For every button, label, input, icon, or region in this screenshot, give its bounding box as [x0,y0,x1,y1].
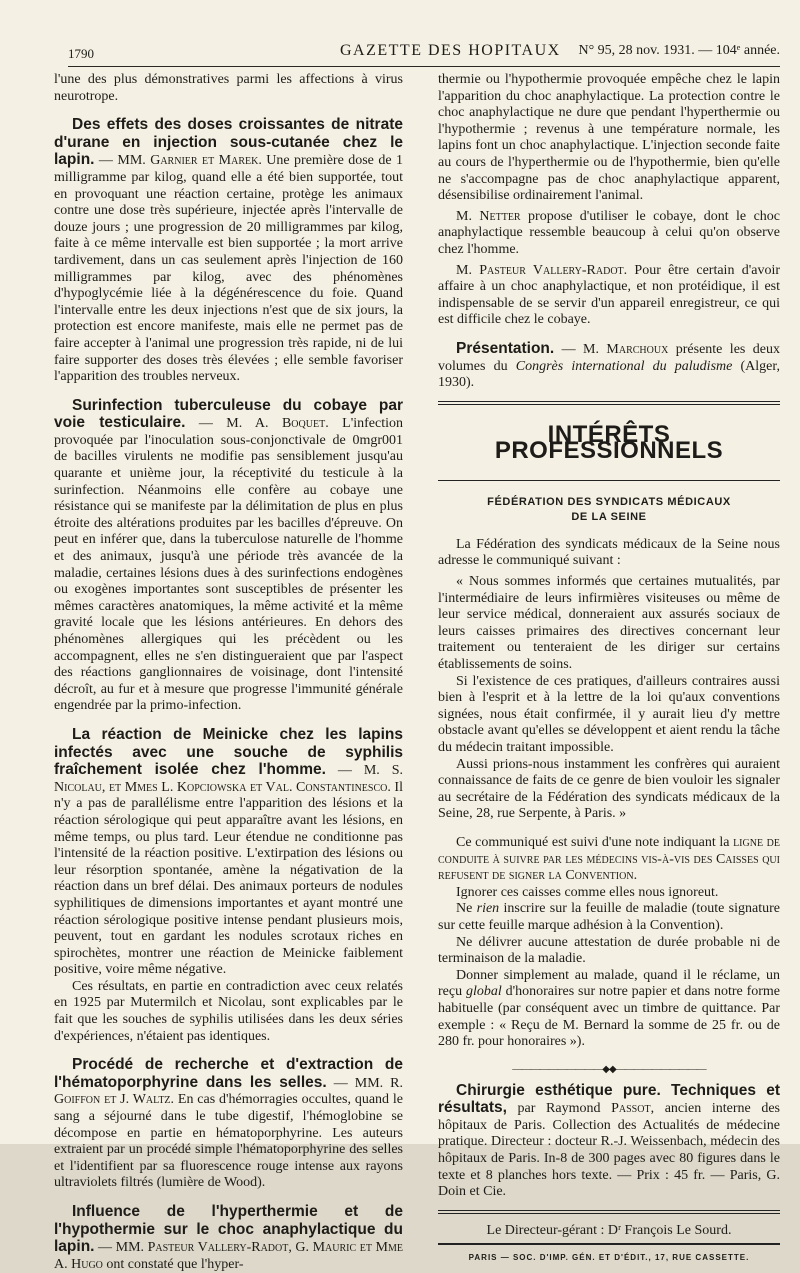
printer-line: PARIS — SOC. D'IMP. GÉN. ET D'ÉDIT., 17, RUE CASSETTE. [468,1253,750,1263]
communique-quote: Aussi prions-nous instamment les confrères qui auraient connaissance de faits de ce genre de bien vouloir les signaler au secrétaire de la Fédération des syndicats médicaux de la Seine, 28, rue Serpente, à Paris. » [438,756,780,822]
federation-title: FÉDÉRATION DES SYNDICATS MÉDICAUX DE LA SEINE [487,495,731,523]
section-divider [438,401,780,405]
section-title: INTÉRÊTS PROFESSIONNELS [494,420,724,465]
presentation-title: Présentation. [456,339,555,357]
article-body: ont constaté que l'hyper- [102,1256,244,1272]
page-number: 1790 [68,46,94,61]
article-hyperthermia: Influence de l'hyperthermie et de l'hypothermie sur le choc anaphylactique du lapin. — MM. Pasteur Vallery-Radot, G. Mauric et Mme A. Hugo ont constaté que l'hyper- [54,1203,403,1272]
article-body: . En cas d'hémorragies occultes, quand le sang a séjourné dans le tube digestif, l'hémoglobine se décompose en partie en hématoporphyrine. Les auteurs extraient par un procédé simple l'hématoporphyrine des selles et l'identifient par sa fluorescence rouge intense aux rayons ultraviolets filtrés (lumière de Wood). [54,1092,403,1191]
article-title: Influence de l'hyperthermie et de l'hypothermie sur le choc anaphylactique du lapin. [54,1203,403,1256]
article-title: Surinfection tuberculeuse du cobaye par voie testiculaire. [54,396,403,432]
footer-divider [438,1243,780,1245]
communique-quote: Si l'existence de ces pratiques, d'ailleurs contraires aussi bien à l'esprit et à la lettre de la loi qu'aux conventions signées, nous était confirmée, il y aurait lieu d'y mettre obstacle avant qu'elles se développent et aient rendu la tâche du médecin traitant impossible. [438,673,780,755]
footer-divider [438,1210,780,1214]
conduct-heading: ligne de conduite à suivre par les médecins vis-à-vis des Caisses qui refusent de signer la Convention [438,834,780,884]
page-header [68,38,780,67]
director-line: Le Directeur-gérant : Dʳ François Le Sourd. [486,1222,732,1238]
article-uranium-nitrate: Des effets des doses croissantes de nitrate d'urane en injection sous-cutanée chez le lapin. — MM. Garnier et Marek. Une première dose de 1 milligramme par kilog, quand elle a été bien supportée, tout en provoquant une réaction certaine, protège les animaux contre une dose très supérieure, injectée après l'intervalle de douze jours ; une progression de 20 milligrammes par kilog, faite à ce même intervalle est bien supportée ; la mort arrive tardivement, dans un cas seulement après l'injection de 160 milligrammes par kilog, avec des phénomènes d'hypoglycémie liée à la dégénérescence du foie. Quand l'intervalle entre les deux injections n'est que de six jours, la protection est encore manifeste, mais elle ne permet pas de faire accepter à l'animal une progression très rapide, ni de lui faire supporter des doses très élevées ; elle semble favoriser l'apparition des troubles nerveux. [54,116,403,385]
article-body: . Une première dose de 1 milligramme par kilog, quand elle a été bien supportée, tout en provoquant une réaction certaine, protège les animaux contre une dose très supérieure, injectée après l'intervalle de douze jours ; une progression de 20 milligrammes par kilog, faite à ce même intervalle est bien supportée ; la mort arrive tardivement, dans un cas seulement après l'injection de 160 milligrammes par kilog, avec des phénomènes d'hypoglycémie liée à la dégénérescence du foie. Quand l'intervalle entre les deux injections n'est que de six jours, la protection est encore manifeste, mais elle ne permet pas de faire accepter à l'animal une progression très rapide, ni de lui faire supporter des doses très élevées ; elle semble favoriser l'apparition des troubles nerveux. [54,153,403,385]
journal-title: GAZETTE DES HOPITAUX [340,42,561,59]
conduct-note: Ce communiqué est suivi d'une note indiquant la ligne de conduite à suivre par les médecins vis-à-vis des Caisses qui refusent de signer la Convention. [438,834,780,884]
instruction-item: Ne rien inscrire sur la feuille de maladie (toute signature sur cette feuille marque adhésion à la Convention). [438,901,780,933]
continued-text: thermie ou l'hypothermie provoquée empêche chez le lapin l'apparition du choc anaphylactique. La protection contre le choc anaphylactique ne dure que pendant l'hyperthermie ou l'hypothermie ; revenus à une température normale, les lapins font un choc anaphylactique. L'injection seconde faite au cours de l'hyperthermie ou de l'hypothermie, bien qu'elle ne s'accompagne pas de choc anaphylactique apparent, désensibilise ordinairement l'animal. [438,72,780,204]
book-title: Chirurgie esthétique pure. Techniques et résultats, [438,1081,780,1117]
book-review: Chirurgie esthétique pure. Techniques et résultats, par Raymond Passot, ancien interne des hôpitaux de Paris. Collection des Actualités de médecine pratique. Directeur : docteur R.-J. Weissenbach, médecin des hôpitaux de Paris. In-8 de 300 pages avec 80 figures dans le texte et 8 planches hors texte. — Prix : 45 fr. — Paris, G. Doin et Cie. [438,1081,781,1200]
article-body: . L'infection provoquée par l'inoculation sous-conjonctivale de 0mgr001 de bacilles virulents ne modifie pas sensiblement jusqu'au quarante et unième jour, la réceptivité du testicule à la surinfection. Néanmoins elle confère au cobaye une résistance qui se manifeste par la délimitation de plus en plus étroite des altérations produites par les bacilles d'épreuve. On peut en inférer que, dans la tuberculose naturelle de l'homme et des animaux, jusqu'à une période très avancée de la maladie, certaines lésions dues à des surinfections endogènes ou exogènes importantes sont susceptibles de présenter les mêmes caractères anatomiques, la même activité et la même gravité locale que les lésions antérieures. En dehors des phénomènes allergiques qui les précèdent ou les accompagnent, elles ne s'en distingueraient que par l'aspect des réactions ganglionnaires de voisinage, dont l'intensité décroît, au fur et à mesure que progresse l'immunité générale engendrée par la primo-infection. [54,416,403,714]
person-name: Netter [479,208,521,224]
netter-note: M. Netter propose d'utiliser le cobaye, dont le choc anaphylactique ressemble beaucoup à celui qu'on observe chez l'homme. [438,208,780,257]
article-authors: Boquet [281,416,326,432]
article-paragraph: Ces résultats, en partie en contradiction avec ceux relatés en 1925 par Mutermilch et Nicolau, sont explicables par le fait que les souches de syphilis utilisées dans les deux séries d'expériences, n'étaient pas identiques. [54,978,403,1044]
article-authors: Nicolau, et Mmes L. Kopciowska et Val. Constantinesco [54,779,388,795]
article-body: . Il n'y a pas de parallélisme entre l'apparition des lésions et la réaction sérologique qui peut apparaître avant les lésions, en même temps, ou plus tard. Leur étendue ne conditionne pas l'intensité de la réaction positive. L'extirpation des lésions ou leur résorption spontanée, amène la négativation de la réaction dans un bref délai. Des animaux porteurs de nodules syphilitiques de dimensions importantes et ayant montré une réaction sérologique positive intense pendant plusieurs mois, peuvent, tout en gardant les nodules scrotaux riches en spirochètes, montrer une réaction de Meinicke faiblement positive, voire même négative. [54,779,403,978]
article-authors: Pasteur Vallery-Radot, G. Mauric et Mme A. Hugo [54,1240,403,1272]
person-name: Passot [611,1101,651,1117]
work-title: Congrès international du paludisme [515,358,733,374]
article-title: Procédé de recherche et d'extraction de l'hématoporphyrine dans les selles. [54,1056,403,1091]
article-tuberculous-superinfection: Surinfection tuberculeuse du cobaye par voie testiculaire. — M. A. Boquet. L'infection provoquée par l'inoculation sous-conjonctivale de 0mgr001 de bacilles virulents ne modifie pas sensiblement jusqu'au quarante et unième jour, la réceptivité du testicule à la surinfection. Néanmoins elle confère au cobaye une résistance qui se manifeste par la délimitation de plus en plus étroite des altérations produites par les bacilles d'épreuve. On peut en inférer que, dans la tuberculose naturelle de l'homme et des animaux, jusqu'à une période très avancée de la maladie, certaines lésions dues à des surinfections endogènes ou exogènes importantes sont susceptibles de présenter les mêmes caractères anatomiques, la même activité et la même gravité locale que les lésions antérieures. En dehors des phénomènes allergiques qui les précèdent ou les accompagnent, elles ne s'en distingueraient que par l'aspect des réactions ganglionnaires de voisinage, dont l'intensité décroît, au fur et à mesure que progresse l'immunité générale engendrée par la primo-infection. [54,396,403,714]
instruction-item: Ignorer ces caisses comme elles nous ignoreut. [456,884,719,900]
instruction-item: Donner simplement au malade, quand il le réclame, un reçu global d'honoraires sur notre papier et dans notre forme habituelle (par conséquent avec un timbre de quittance. Par exemple : « Reçu de M. Bernard la somme de 25 fr. ou de 280 fr. pour honoraires »). [438,967,780,1050]
communique-quote: « Nous sommes informés que certaines mutualités, par l'intermédiaire de leurs infirmières visiteuses ou même de leur service médical, donneraient aux assurés sociaux de leurs caisses primaires des directives concernant leur traitement ou tenteraient de les diriger sur certains établissements de soins. [438,574,780,673]
article-authors: Goiffon et J. Waltz [54,1092,171,1108]
article-title: Des effets des doses croissantes de nitrate d'urane en injection sous-cutanée chez le lapin. [54,116,403,169]
article-hematoporphyrin: Procédé de recherche et d'extraction de l'hématoporphyrine dans les selles. — MM. R. Goiffon et J. Waltz. En cas d'hémorragies occultes, quand le sang a séjourné dans le tube digestif, l'hémoglobine se décompose en partie en hématoporphyrine. Les auteurs extraient par un procédé simple l'hématoporphyrine des selles et l'identifient par sa fluorescence rouge intense aux rayons ultraviolets filtrés (lumière de Wood). [54,1056,404,1191]
article-meinicke-reaction: La réaction de Meinicke chez les lapins infectés avec une souche de syphilis fraîchement isolée chez l'homme. — M. S. Nicolau, et Mmes L. Kopciowska et Val. Constantinesco. Il n'y a pas de parallélisme entre l'apparition des lésions et la réaction sérologique qui peut apparaître avant les lésions, en même temps, ou plus tard. Leur étendue ne conditionne pas l'intensité de la réaction positive. L'extirpation des lésions ou leur résorption spontanée, amène la négativation de la réaction dans un bref délai. Des animaux porteurs de nodules syphilitiques de dimensions importantes et ayant montré une réaction sérologique positive intense pendant plusieurs mois, peuvent, tout en gardant les nodules scrotaux riches en spirochètes, montrer une réaction de Meinicke faiblement positive, voire même négative. [54,725,404,978]
section-divider [438,480,780,481]
intro-text: l'une des plus démonstratives parmi les affections à virus neurotrope. [54,72,403,104]
presentation-note: Présentation. — M. Marchoux présente les deux volumes du Congrès international du paludisme (Alger, 1930). [438,339,780,391]
article-authors: Garnier et Marek [150,153,259,169]
article-title: La réaction de Meinicke chez les lapins infectés avec une souche de syphilis fraîchement isolée chez l'homme. [54,725,403,779]
instruction-item: Ne délivrer aucune attestation de durée probable ni de terminaison de la maladie. [438,934,780,967]
left-column [54,72,403,1273]
person-name: Pasteur Vallery-Radot [479,262,624,278]
right-column [438,72,780,1267]
federation-intro: La Fédération des syndicats médicaux de la Seine nous adresse le communiqué suivant : [438,536,780,569]
pasteur-note: M. Pasteur Vallery-Radot. Pour être certain d'avoir affaire à un choc anaphylactique, et non protéidique, il est indispensable de se servir d'un appareil enregistreur, ce qui est difficile chez le cobaye. [438,262,780,328]
person-name: Marchoux [606,341,669,357]
issue-info: N° 95, 28 nov. 1931. — 104ᵉ année. [578,43,780,58]
ornament-divider: ——————————◆◆—————————— [512,1063,706,1075]
